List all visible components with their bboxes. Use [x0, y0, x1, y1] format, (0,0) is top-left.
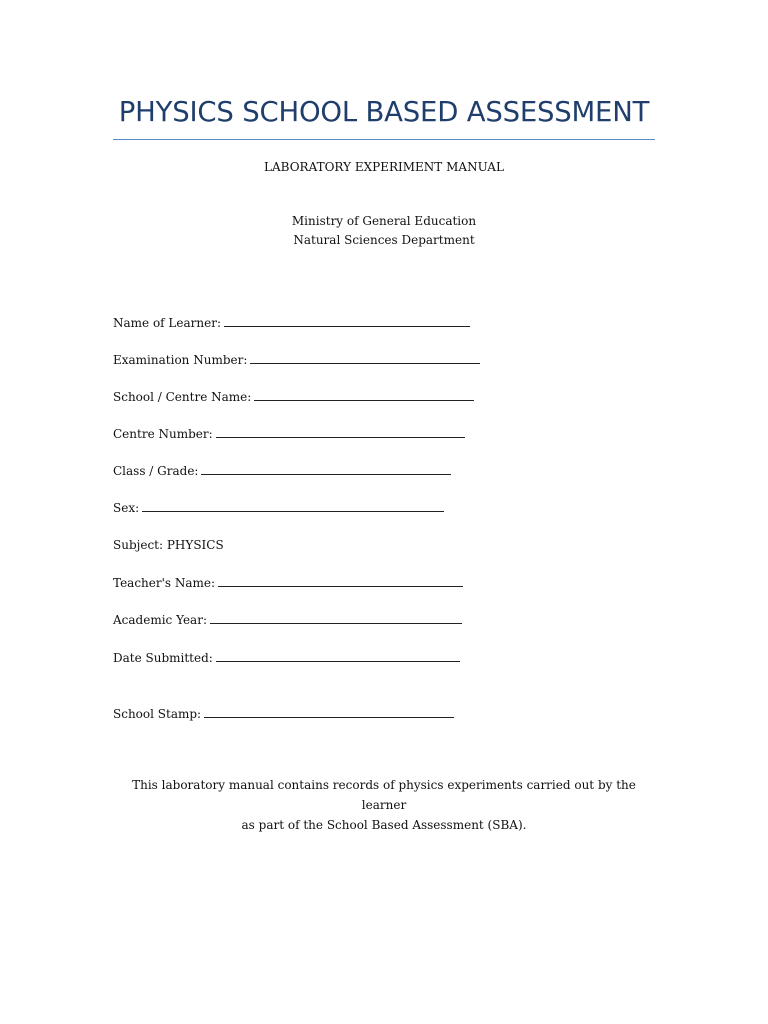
date-submitted-field [113, 650, 460, 665]
centre-number-blank [216, 426, 465, 438]
class-grade-label: Class / Grade: [113, 464, 199, 478]
learner-name-blank [224, 315, 470, 327]
school-name-label: School / Centre Name: [113, 390, 252, 404]
sex-field [113, 500, 444, 515]
title-underline [113, 139, 655, 140]
learner-name-label: Name of Learner: [113, 316, 221, 330]
class-grade-blank [201, 463, 451, 475]
academic-year-label: Academic Year: [113, 613, 207, 627]
date-submitted-label: Date Submitted: [113, 651, 213, 665]
school-stamp-label: School Stamp: [113, 707, 202, 721]
manual-description-line-1: This laboratory manual contains records of physics experiments carried out by the learner [132, 778, 636, 812]
exam-number-blank [250, 352, 480, 364]
centre-number-label: Centre Number: [113, 427, 213, 441]
learner-name-field [113, 315, 470, 330]
school-stamp-field [113, 706, 454, 721]
centre-number-field [113, 426, 465, 441]
exam-number-label: Examination Number: [113, 353, 248, 367]
academic-year-blank [210, 612, 462, 624]
document-title: PHYSICS SCHOOL BASED ASSESSMENT [118, 96, 650, 128]
department-name: Natural Sciences Department [293, 233, 475, 247]
class-grade-field [113, 463, 451, 478]
school-stamp-blank [204, 706, 454, 718]
school-name-blank [254, 389, 474, 401]
manual-description [113, 775, 655, 835]
exam-number-field [113, 352, 480, 367]
teacher-name-blank [218, 575, 463, 587]
ministry-name: Ministry of General Education [291, 214, 477, 228]
teacher-name-field [113, 575, 463, 590]
document-subtitle: LABORATORY EXPERIMENT MANUAL [264, 160, 504, 174]
subject-field [113, 538, 224, 552]
sex-blank [142, 500, 444, 512]
subject-label: Subject: PHYSICS [113, 538, 224, 552]
teacher-name-label: Teacher's Name: [113, 576, 216, 590]
sex-label: Sex: [113, 501, 140, 515]
manual-description-line-2: as part of the School Based Assessment (SBA). [241, 818, 527, 832]
ministry-block [113, 212, 655, 250]
school-name-field [113, 389, 474, 404]
academic-year-field [113, 612, 462, 627]
date-submitted-blank [216, 650, 460, 662]
